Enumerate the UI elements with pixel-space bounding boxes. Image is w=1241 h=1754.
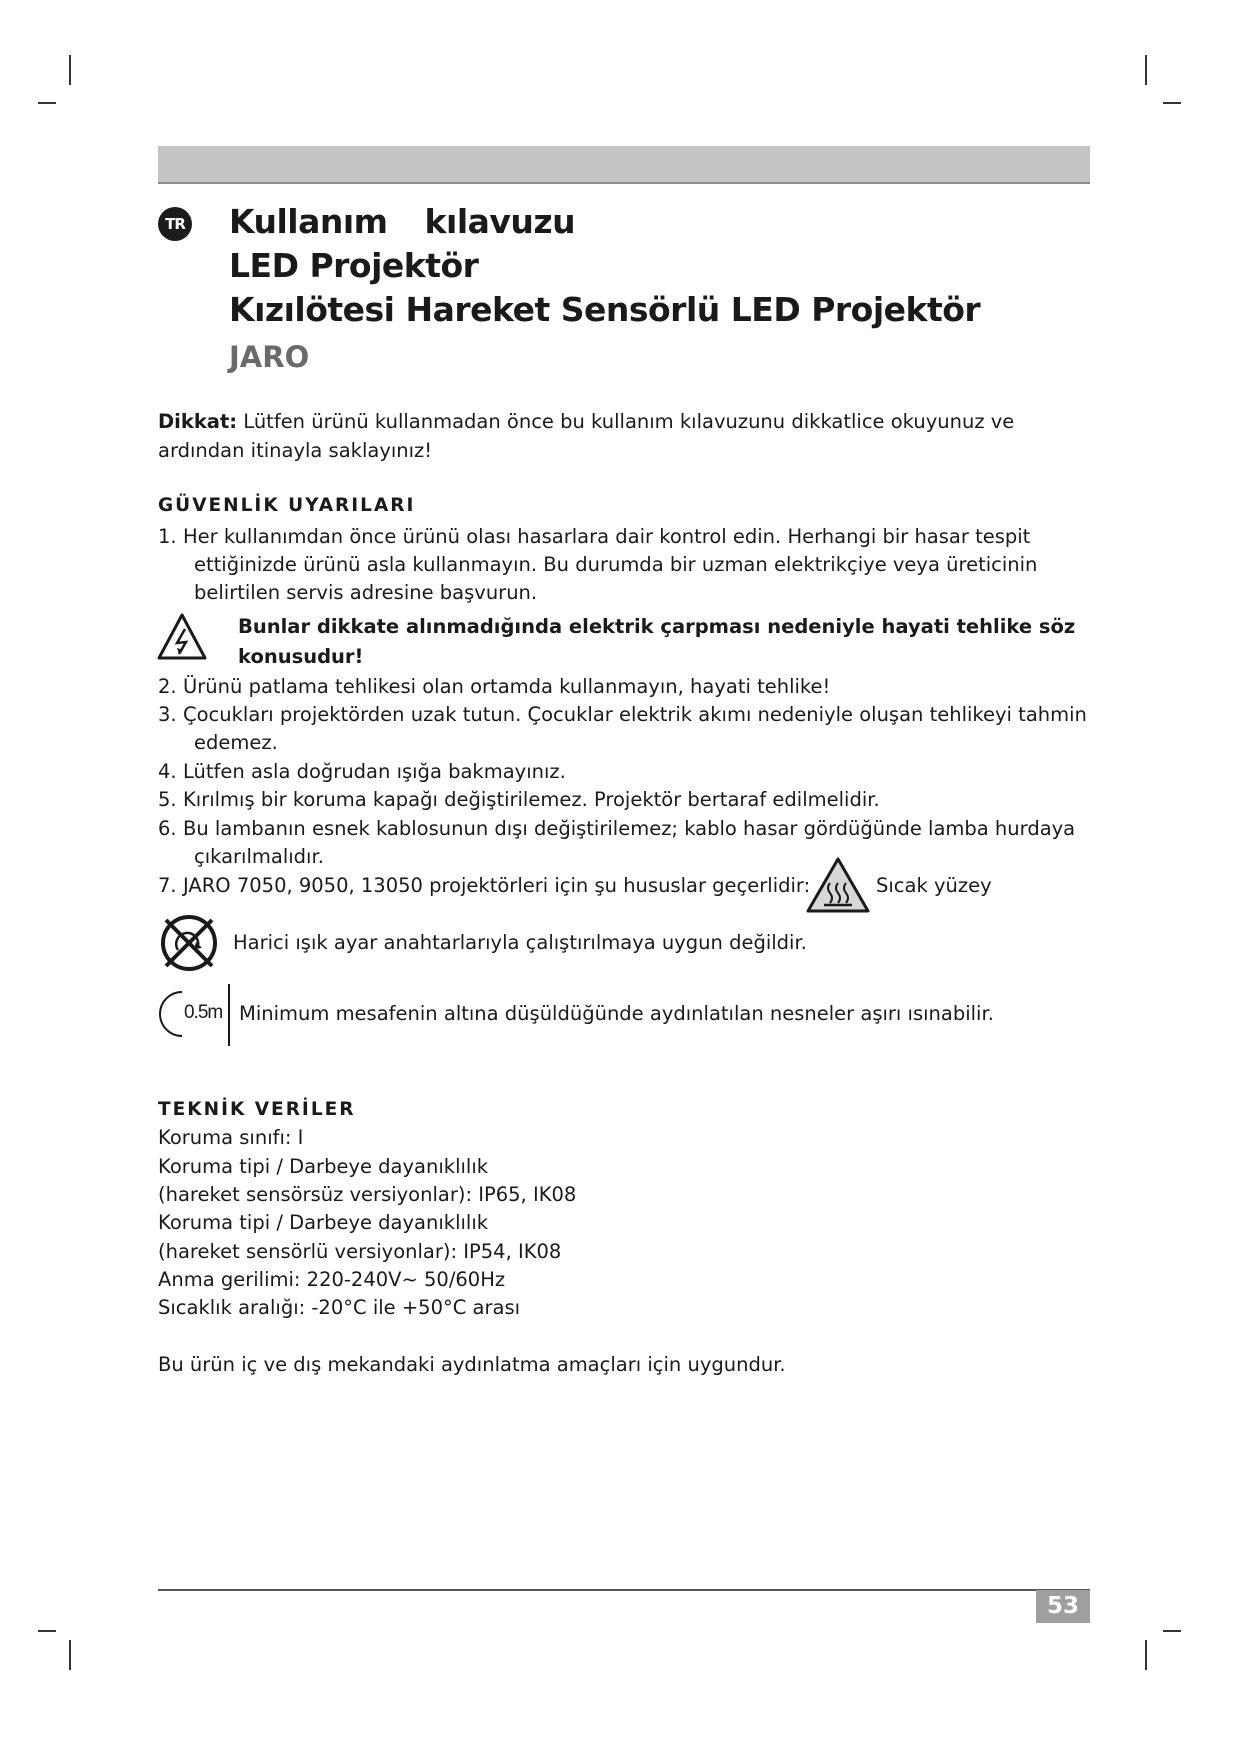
notice-text: Lütfen ürünü kullanmadan önce bu kullanım kılavuzunu dikkatlice okuyunuz ve ardından itinayla saklayınız! [158, 410, 1015, 462]
hot-surface-label: Sıcak yüzey [876, 874, 992, 897]
item-text: çıkarılmalıdır. [194, 845, 324, 868]
notice-paragraph [158, 407, 1088, 465]
item-text: Kırılmış bir koruma kapağı değiştirilemez. Projektör bertaraf edilmelidir. [183, 788, 880, 811]
item-number: 5. [158, 788, 177, 811]
crop-mark [1163, 102, 1181, 104]
safety-heading: GÜVENLİK UYARILARI [158, 495, 416, 516]
item-text: Çocukları projektörden uzak tutun. Çocuklar elektrik akımı nedeniyle oluşan tehlikeyi tahmin [183, 703, 1087, 726]
item-number: 3. [158, 703, 177, 726]
item-text: edemez. [194, 731, 278, 754]
crop-mark [69, 55, 71, 85]
item-number: 1. [158, 525, 177, 548]
header-bar [158, 146, 1090, 184]
item-number: 7. [158, 874, 177, 897]
page-number: 53 [1036, 1590, 1090, 1623]
electric-shock-warning-text: Bunlar dikkate alınmadığında elektrik çarpması nedeniyle hayati tehlike söz konusudur! [238, 615, 1076, 668]
item-text: belirtilen servis adresine başvurun. [194, 581, 538, 604]
item-text: Lütfen asla doğrudan ışığa bakmayınız. [183, 760, 566, 783]
minimum-distance-label: 0.5m [184, 1002, 223, 1023]
electric-shock-warning-icon [156, 612, 208, 662]
product-subtitle: Kızılötesi Hareket Sensörlü LED Projektör [229, 290, 981, 329]
notice-label: Dikkat: [158, 410, 238, 433]
no-dimmer-icon [156, 912, 222, 974]
crop-mark [38, 102, 56, 104]
item-number: 4. [158, 760, 177, 783]
tech-line: Koruma tipi / Darbeye dayanıklılık [158, 1155, 489, 1178]
item-text: Bu lambanın esnek kablosunun dışı değiştirilemez; kablo hasar gördüğünde lamba hurdaya [183, 817, 1076, 840]
model-name: JARO [229, 340, 310, 374]
tech-line: Koruma tipi / Darbeye dayanıklılık [158, 1211, 489, 1234]
tech-line: Sıcaklık aralığı: -20°C ile +50°C arası [158, 1296, 521, 1319]
item-text: JARO 7050, 9050, 13050 projektörleri için şu hususlar geçerlidir: [183, 874, 811, 897]
crop-mark [1163, 1630, 1181, 1632]
tech-line: (hareket sensörlü versiyonlar): IP54, IK08 [158, 1240, 562, 1263]
footer-rule [158, 1589, 1090, 1591]
product-title: LED Projektör [229, 246, 479, 285]
usage-note: Bu ürün iç ve dış mekandaki aydınlatma amaçları için uygundur. [158, 1353, 786, 1376]
tech-line: (hareket sensörsüz versiyonlar): IP65, IK08 [158, 1183, 577, 1206]
tech-heading: TEKNİK VERİLER [158, 1099, 356, 1120]
item-text: Her kullanımdan önce ürünü olası hasarlara dair kontrol edin. Herhangi bir hasar tespit [183, 525, 1031, 548]
crop-mark [1145, 1640, 1147, 1670]
minimum-distance-text: Minimum mesafenin altına düşüldüğünde aydınlatılan nesneler aşırı ısınabilir. [239, 1002, 994, 1025]
item-text: Ürünü patlama tehlikesi olan ortamda kullanmayın, hayati tehlike! [183, 675, 831, 698]
item-number: 6. [158, 817, 177, 840]
crop-mark [1145, 55, 1147, 85]
crop-mark [69, 1640, 71, 1670]
hot-surface-icon [804, 855, 872, 915]
tech-line: Koruma sınıfı: I [158, 1126, 304, 1149]
no-dimmer-text: Harici ışık ayar anahtarlarıyla çalıştırılmaya uygun değildir. [233, 931, 807, 954]
tech-line: Anma gerilimi: 220-240V~ 50/60Hz [158, 1268, 506, 1291]
language-badge: TR [158, 207, 192, 241]
crop-mark [38, 1630, 56, 1632]
page-title: Kullanım kılavuzu [229, 202, 576, 241]
item-number: 2. [158, 675, 177, 698]
item-text: ettiğinizde ürünü asla kullanmayın. Bu durumda bir uzman elektrikçiye veya üreticinin [194, 553, 1038, 576]
